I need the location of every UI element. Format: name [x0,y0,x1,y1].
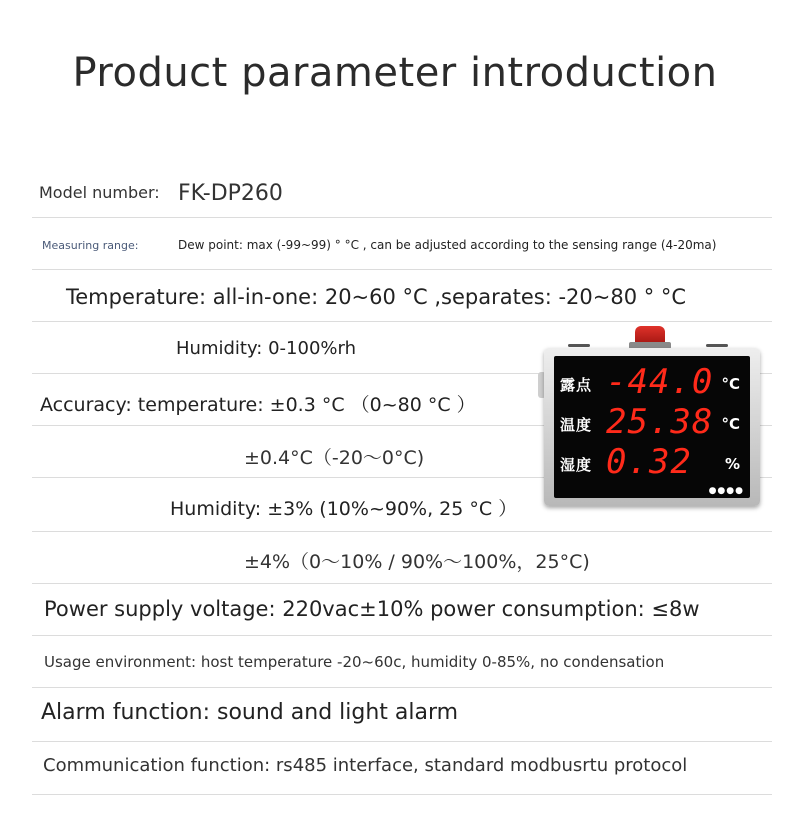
measuring-range-value: Dew point: max (-99~99) ° °C , can be adjusted according to the sensing range (4-20ma) [178,238,717,252]
mount-bracket [568,344,590,347]
divider [32,794,772,795]
accuracy-temperature-low-spec: ±0.4°C（-20～0°C) [244,447,425,469]
alarm-function-spec: Alarm function: sound and light alarm [41,700,459,725]
power-supply-spec: Power supply voltage: 220vac±10% power consumption: ≤8w [44,597,700,621]
row-value: 25.38 [606,402,714,442]
row-label: 湿度 [560,456,593,474]
humidity-spec: Humidity: 0-100%rh [176,338,356,359]
mount-bracket [706,344,728,347]
device-display-image [528,322,768,512]
temperature-spec: Temperature: all-in-one: 20~60 °C ,separates: -20~80 ° °C [66,285,687,309]
divider [32,635,772,636]
accuracy-humidity-extreme-spec: ±4%（0～10% / 90%～100%，25°C) [244,551,590,573]
divider [32,583,772,584]
humidity-row [560,442,744,482]
divider [32,269,772,270]
page-title: Product parameter introduction [72,50,718,96]
accuracy-humidity-spec: Humidity: ±3% (10%~90%, 25 °C ） [170,498,518,520]
divider [32,217,772,218]
row-unit: °C [721,375,740,393]
indicator-dots: ●●●● [708,486,744,496]
row-unit: °C [721,415,740,433]
divider [32,741,772,742]
row-label: 露点 [560,376,593,394]
communication-function-spec: Communication function: rs485 interface, standard modbusrtu protocol [43,755,688,776]
row-unit: % [724,455,740,473]
divider [32,531,772,532]
model-number-label: Model number: [39,183,160,202]
dew-point-row [560,362,744,402]
divider [32,687,772,688]
row-value: 0.32 [606,442,692,482]
model-number-value: FK-DP260 [178,181,283,206]
row-label: 温度 [560,416,593,434]
usage-environment-spec: Usage environment: host temperature -20~60c, humidity 0-85%, no condensation [44,653,665,671]
accuracy-temperature-spec: Accuracy: temperature: ±0.3 °C （0~80 °C ） [40,394,476,416]
measuring-range-label: Measuring range: [42,239,139,252]
row-value: -44.0 [606,362,714,402]
temperature-row [560,402,744,442]
led-screen [554,356,750,498]
